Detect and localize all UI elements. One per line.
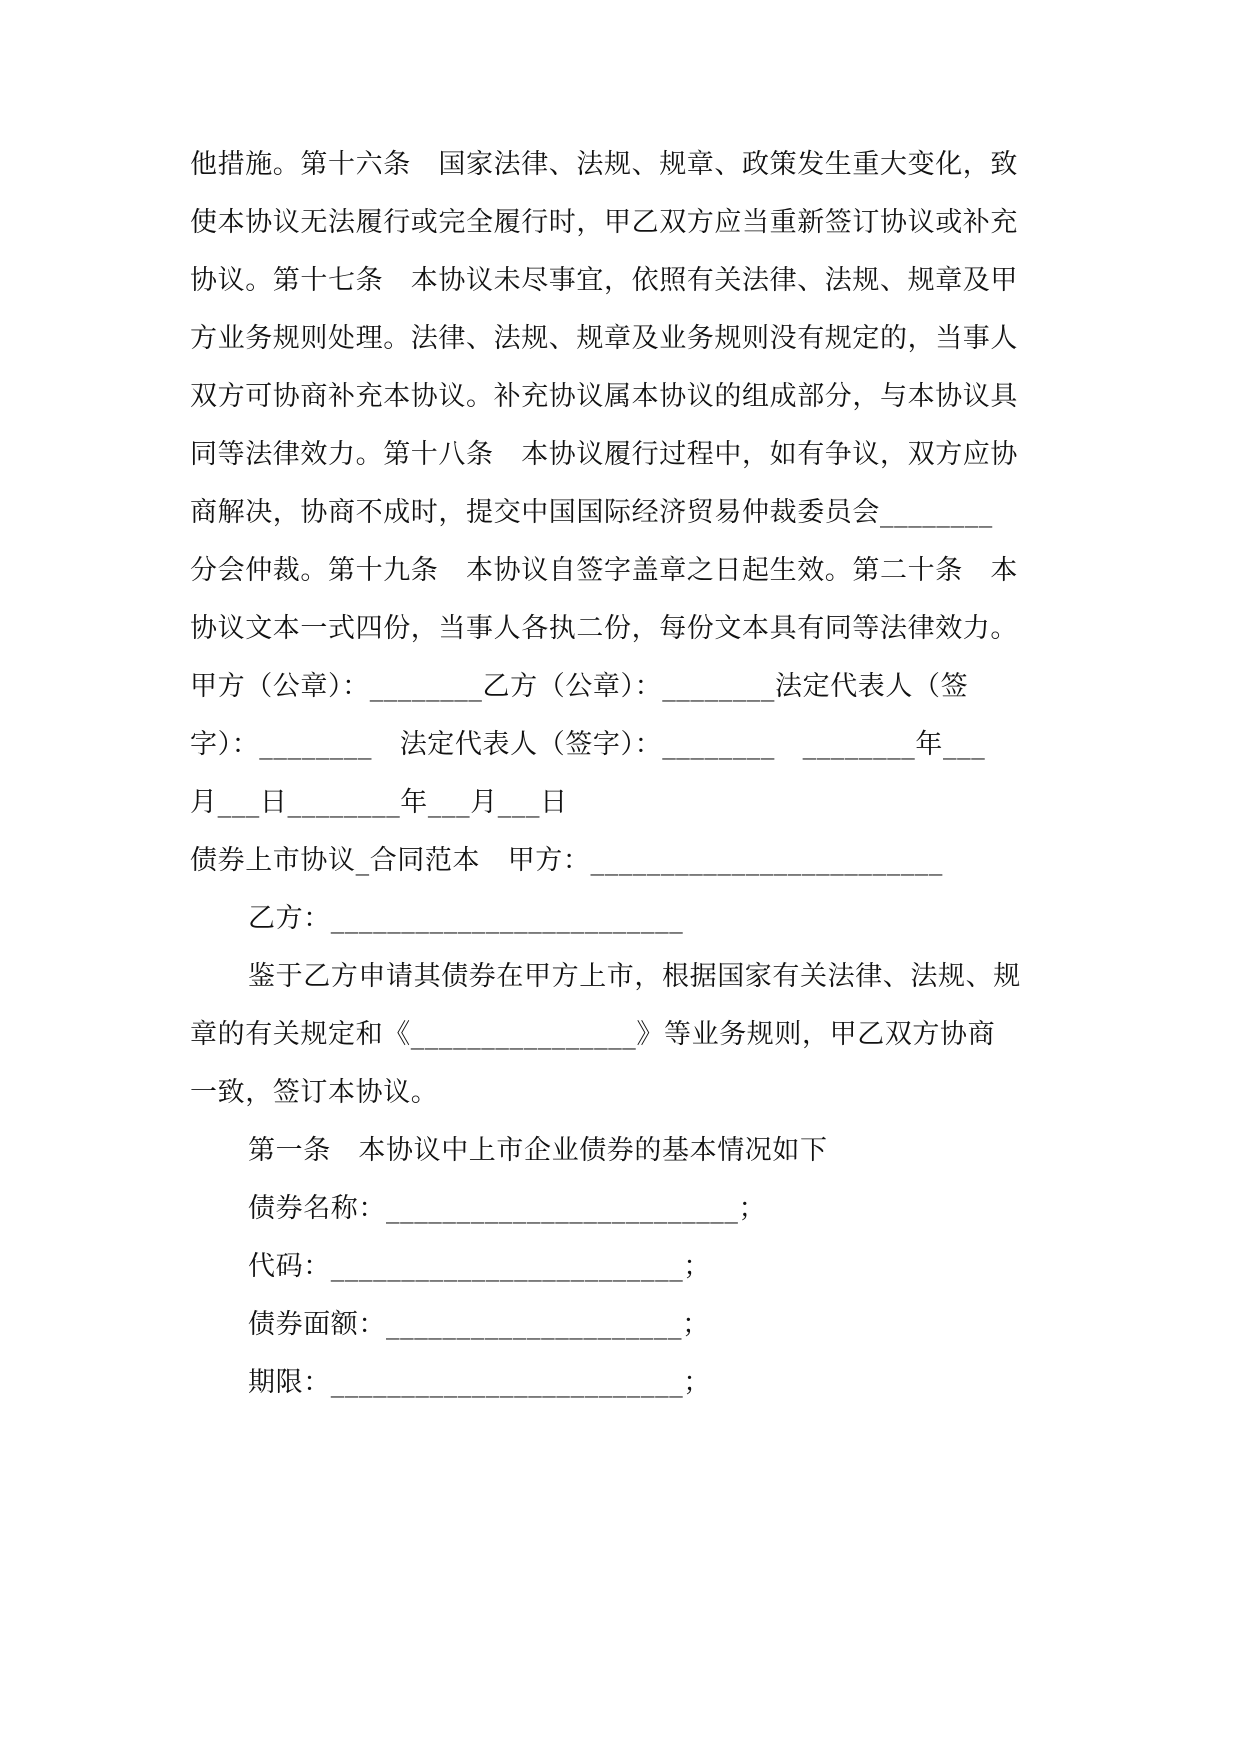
bond-face-value-field: 债券面额：_____________________； [248, 1309, 710, 1340]
paragraph-line: 协议。第十七条 本协议未尽事宜，依照有关法律、法规、规章及甲 [190, 265, 1018, 296]
bond-code-field: 代码：_________________________； [248, 1251, 711, 1282]
paragraph-line: 双方可协商补充本协议。补充协议属本协议的组成部分，与本协议具 [190, 381, 1018, 412]
paragraph-line: 鉴于乙方申请其债券在甲方上市，根据国家有关法律、法规、规 [248, 961, 1021, 992]
party-b-line: 乙方：_________________________ [248, 903, 684, 934]
paragraph-line: 同等法律效力。第十八条 本协议履行过程中，如有争议，双方应协 [190, 439, 1018, 470]
bond-name-field: 债券名称：_________________________； [248, 1193, 767, 1224]
signature-line: 甲方（公章）：________乙方（公章）：________法定代表人（签 [190, 671, 969, 702]
paragraph-line: 章的有关规定和《________________》等业务规则，甲乙双方协商 [190, 1019, 996, 1050]
paragraph-line: 分会仲裁。第十九条 本协议自签字盖章之日起生效。第二十条 本 [190, 555, 1018, 586]
paragraph-line: 他措施。第十六条 国家法律、法规、规章、政策发生重大变化，致 [190, 149, 1018, 180]
article-heading: 第一条 本协议中上市企业债券的基本情况如下 [248, 1135, 828, 1166]
bond-term-field: 期限：_________________________； [248, 1367, 711, 1398]
document-title-line: 债券上市协议_合同范本 甲方：_________________________ [190, 845, 943, 876]
paragraph-line: 方业务规则处理。法律、法规、规章及业务规则没有规定的，当事人 [190, 323, 1018, 354]
paragraph-line: 商解决，协商不成时，提交中国国际经济贸易仲裁委员会________ [190, 497, 993, 528]
paragraph-line: 协议文本一式四份，当事人各执二份，每份文本具有同等法律效力。 [190, 613, 1018, 644]
date-line: 月___日________年___月___日 [190, 787, 568, 818]
signature-line: 字）：________ 法定代表人（签字）：________ ________年___ [190, 729, 986, 760]
paragraph-line: 使本协议无法履行或完全履行时，甲乙双方应当重新签订协议或补充 [190, 207, 1018, 238]
paragraph-line: 一致，签订本协议。 [190, 1077, 439, 1108]
